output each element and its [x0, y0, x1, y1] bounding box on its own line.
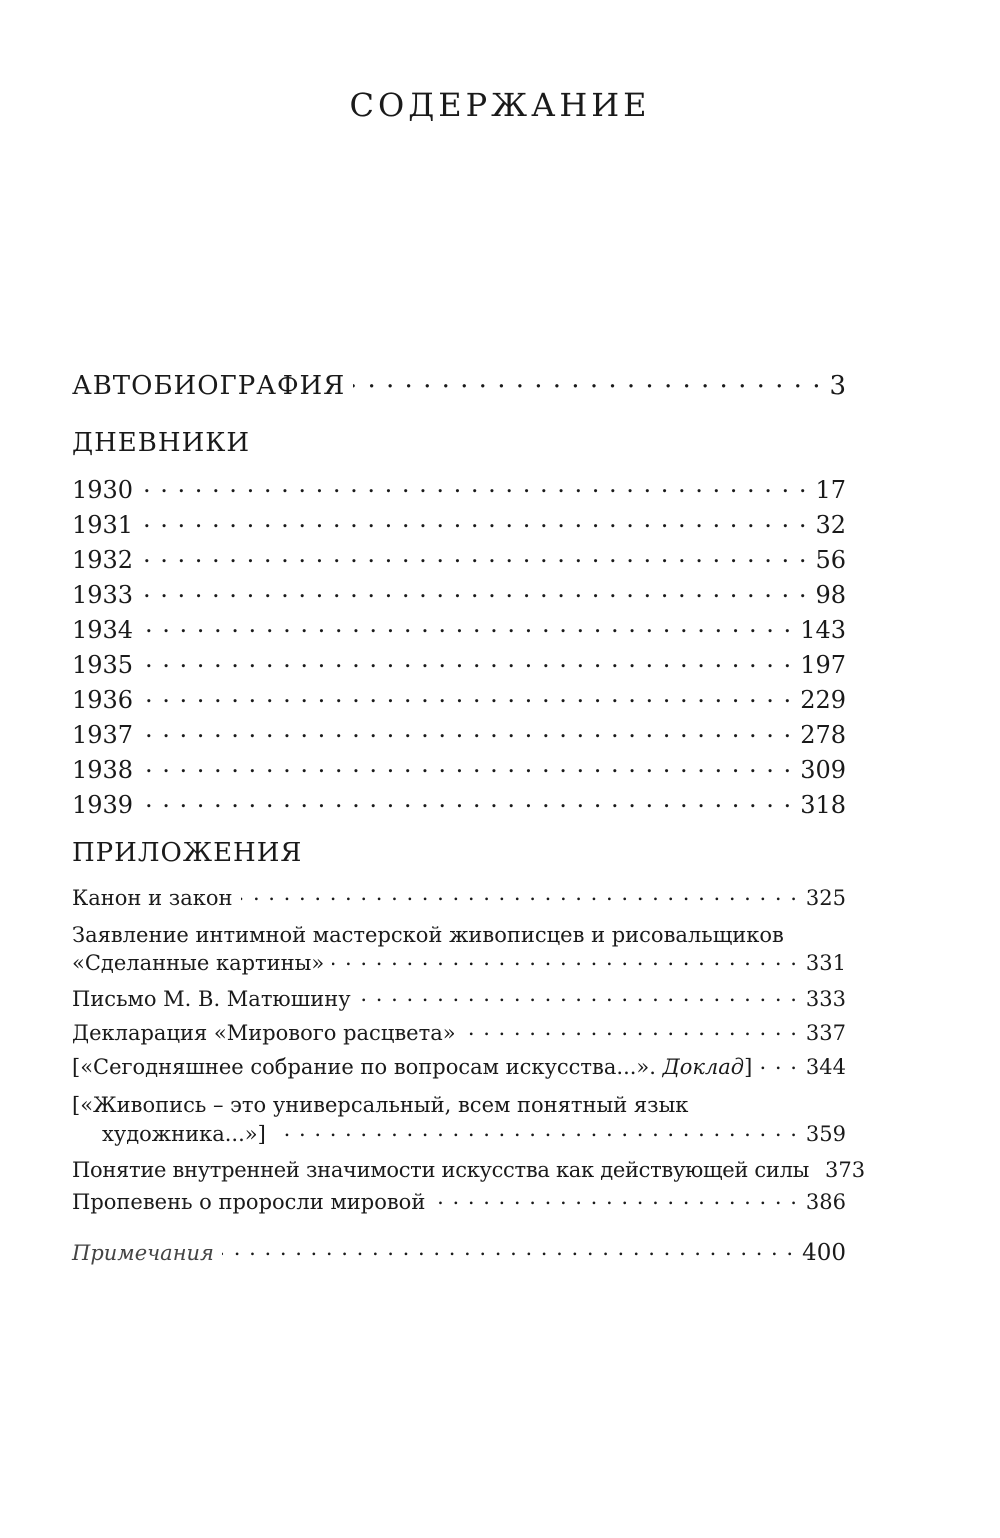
toc-entry-year[interactable] — [72, 684, 846, 714]
toc-entry-year[interactable] — [72, 754, 846, 784]
toc-entry-label: Примечания — [72, 1241, 214, 1265]
toc-entry-page: 3 — [829, 371, 846, 401]
toc-entry-label: Письмо М. В. Матюшину — [72, 987, 351, 1011]
toc-entry-label: 1936 — [72, 686, 134, 714]
dot-leader — [274, 1120, 798, 1141]
toc-entry-label: 1932 — [72, 546, 134, 574]
toc-entry-label: АВТОБИОГРАФИЯ — [72, 371, 346, 401]
toc-entry-label: 1931 — [72, 511, 134, 539]
dot-leader — [241, 884, 798, 905]
toc-entry-year[interactable] — [72, 474, 846, 504]
toc-entry-label: Канон и закон — [72, 886, 233, 910]
toc-entry-page: 17 — [815, 476, 846, 504]
toc-entry-label: 1933 — [72, 581, 134, 609]
toc-entry-label: Понятие внутренней значимости искусства как действующей силы — [72, 1158, 810, 1182]
section-heading-appendices: ПРИЛОЖЕНИЯ — [72, 838, 303, 868]
dot-leader — [760, 1053, 798, 1074]
toc-entry-appendix[interactable] — [72, 1019, 846, 1045]
toc-entry-label-italic: Доклад — [662, 1055, 745, 1079]
toc-entry-label: 1938 — [72, 756, 134, 784]
dot-leader — [433, 1188, 798, 1209]
toc-entry-page: 143 — [800, 616, 846, 644]
toc-entry-appendix[interactable] — [72, 1188, 846, 1214]
toc-entry-year[interactable] — [72, 579, 846, 609]
toc-entry-label: «Сделанные картины» — [72, 951, 325, 975]
toc-entry-autobiography[interactable] — [72, 368, 846, 401]
toc-entry-year[interactable] — [72, 509, 846, 539]
dot-leader — [141, 789, 792, 813]
toc-entry-page: 373 — [825, 1158, 866, 1182]
toc-entry-label: Декларация «Мирового расцвета» — [72, 1021, 456, 1045]
toc-entry-page: 318 — [800, 791, 846, 819]
toc-entry-year[interactable] — [72, 649, 846, 679]
toc-entry-appendix[interactable] — [72, 985, 846, 1011]
toc-entry-page: 359 — [805, 1122, 846, 1146]
toc-entry-label: 1939 — [72, 791, 134, 819]
toc-entry-appendix[interactable] — [72, 949, 846, 975]
dot-leader — [141, 509, 807, 533]
toc-entry-page: 333 — [805, 987, 846, 1011]
toc-entry-label-main: [«Сегодняшнее собрание по вопросам искусства...». — [72, 1055, 656, 1079]
toc-entry-year[interactable] — [72, 614, 846, 644]
toc-entry-page: 98 — [815, 581, 846, 609]
toc-entry-label: 1937 — [72, 721, 134, 749]
toc-entry-label: 1935 — [72, 651, 134, 679]
toc-entry-year[interactable] — [72, 719, 846, 749]
toc-entry-page: 337 — [805, 1021, 846, 1045]
toc-entry-label: Пропевень о проросли мировой — [72, 1190, 426, 1214]
page-title: СОДЕРЖАНИЕ — [349, 86, 651, 124]
dot-leader — [222, 1239, 794, 1260]
dot-leader — [141, 649, 792, 673]
toc-entry-appendix[interactable] — [72, 1120, 846, 1146]
toc-entry-page: 331 — [805, 951, 846, 975]
toc-entry-label — [72, 1055, 752, 1079]
dot-leader — [141, 544, 807, 568]
toc-entry-year[interactable] — [72, 544, 846, 574]
toc-entry-label: 1930 — [72, 476, 134, 504]
toc-entry-page: 344 — [805, 1055, 846, 1079]
section-heading-diaries: ДНЕВНИКИ — [72, 428, 251, 458]
toc-entry-page: 386 — [805, 1190, 846, 1214]
dot-leader — [353, 368, 821, 394]
dot-leader — [141, 474, 807, 498]
toc-entry-page: 32 — [815, 511, 846, 539]
dot-leader — [332, 949, 798, 970]
dot-leader — [359, 985, 798, 1006]
toc-entry-page: 309 — [800, 756, 846, 784]
toc-entry-notes[interactable] — [72, 1239, 846, 1266]
toc-entry-page: 229 — [800, 686, 846, 714]
dot-leader — [464, 1019, 798, 1040]
toc-entry-page: 325 — [805, 886, 846, 910]
toc-entry-appendix[interactable] — [72, 1053, 846, 1079]
toc-entry-appendix[interactable] — [72, 884, 846, 910]
dot-leader — [141, 754, 792, 778]
toc-entry-page: 56 — [815, 546, 846, 574]
toc-entry-page: 400 — [802, 1240, 846, 1266]
toc-entry-year[interactable] — [72, 789, 846, 819]
toc-entry-label-end: ] — [744, 1055, 753, 1079]
toc-entry-label: художника...»] — [102, 1122, 266, 1146]
dot-leader — [141, 684, 792, 708]
toc-entry-appendix-line1[interactable]: [«Живопись – это универсальный, всем понятный язык — [72, 1093, 689, 1117]
toc-entry-page: 278 — [800, 721, 846, 749]
dot-leader — [141, 579, 807, 603]
toc-entry-appendix[interactable] — [72, 1156, 866, 1182]
toc-entry-label: 1934 — [72, 616, 134, 644]
toc-entry-page: 197 — [800, 651, 846, 679]
toc-entry-appendix-line1[interactable]: Заявление интимной мастерской живописцев и рисовальщиков — [72, 923, 784, 947]
dot-leader — [141, 614, 792, 638]
dot-leader — [141, 719, 792, 743]
